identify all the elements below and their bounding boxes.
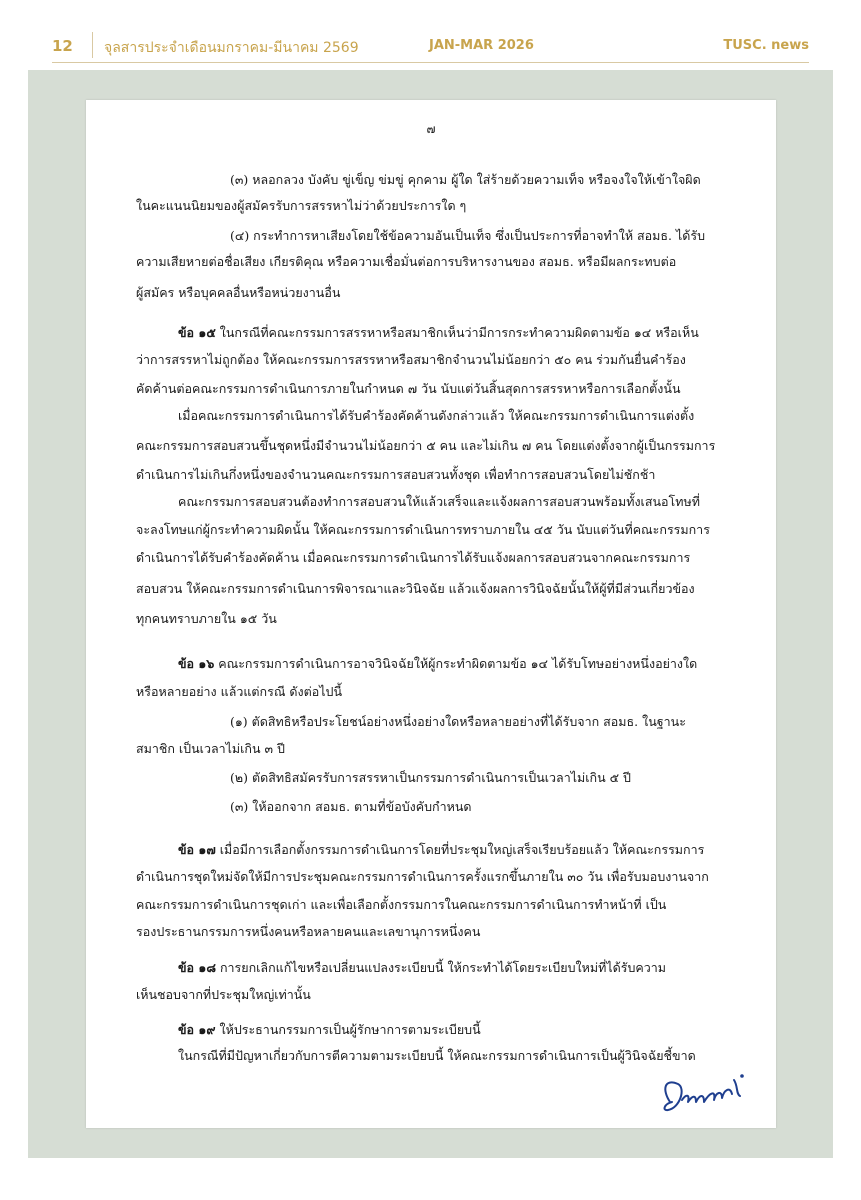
document-line: ข้อ ๑๕ ในกรณีที่คณะกรรมการสรรหาหรือสมาชิกเห็นว่ามีการกระทำความผิดตามข้อ ๑๔ หรือเห็น: [178, 325, 699, 340]
document-page: [86, 100, 776, 1128]
document-line: เห็นชอบจากที่ประชุมใหญ่เท่านั้น: [136, 987, 311, 1002]
document-page-marker: ๗: [426, 122, 436, 136]
document-line: (๑) ตัดสิทธิหรือประโยชน์อย่างหนึ่งอย่างใดหรือหลายอย่างที่ได้รับจาก สอมธ. ในฐานะ: [230, 714, 686, 729]
clause-number: ข้อ ๑๘: [178, 960, 216, 975]
document-line: รองประธานกรรมการหนึ่งคนหรือหลายคนและเลขานุการหนึ่งคน: [136, 924, 481, 939]
document-line: (๔) กระทำการหาเสียงโดยใช้ข้อความอันเป็นเท็จ ซึ่งเป็นประการที่อาจทำให้ สอมธ. ได้รับ: [230, 228, 706, 243]
document-line: คัดค้านต่อคณะกรรมการดำเนินการภายในกำหนด ๗ วัน นับแต่วันสิ้นสุดการสรรหาหรือการเลือกตั้งนั้น: [136, 381, 681, 396]
document-line: ดำเนินการได้รับคำร้องคัดค้าน เมื่อคณะกรรมการดำเนินการได้รับแจ้งผลการสอบสวนจากคณะกรรมการ: [136, 550, 691, 565]
document-line: ข้อ ๑๗ เมื่อมีการเลือกตั้งกรรมการดำเนินการโดยที่ประชุมใหญ่เสร็จเรียบร้อยแล้ว ให้คณะกรรมการ: [178, 842, 705, 857]
document-line: ข้อ ๑๖ คณะกรรมการดำเนินการอาจวินิจฉัยให้ผู้กระทำผิดตามข้อ ๑๔ ได้รับโทษอย่างหนึ่งอย่างใด: [178, 656, 698, 671]
document-line: สมาชิก เป็นเวลาไม่เกิน ๓ ปี: [136, 741, 285, 756]
document-line: ในกรณีที่มีปัญหาเกี่ยวกับการตีความตามระเบียบนี้ ให้คณะกรรมการดำเนินการเป็นผู้วินิจฉัยชี้ขาด: [178, 1048, 696, 1063]
document-line: หรือหลายอย่าง แล้วแต่กรณี ดังต่อไปนี้: [136, 684, 343, 699]
clause-number: ข้อ ๑๕: [178, 325, 216, 340]
document-line: เมื่อคณะกรรมการดำเนินการได้รับคำร้องคัดค้านดังกล่าวแล้ว ให้คณะกรรมการดำเนินการแต่งตั้ง: [178, 408, 695, 423]
document-line: สอบสวน ให้คณะกรรมการดำเนินการพิจารณาและวินิจฉัย แล้วแจ้งผลการวินิจฉัยนั้นให้ผู้ที่มีส่วนเกี่ยวข้อง: [136, 581, 695, 596]
document-line: คณะกรรมการสอบสวนต้องทำการสอบสวนให้แล้วเสร็จและแจ้งผลการสอบสวนพร้อมทั้งเสนอโทษที่: [178, 494, 700, 509]
document-line: ในคะแนนนิยมของผู้สมัครรับการสรรหาไม่ว่าด้วยประการใด ๆ: [136, 198, 467, 213]
document-line: ข้อ ๑๙ ให้ประธานกรรมการเป็นผู้รักษาการตามระเบียบนี้: [178, 1022, 481, 1037]
document-line: ดำเนินการไม่เกินกึ่งหนึ่งของจำนวนคณะกรรมการสอบสวนทั้งชุด เพื่อทำการสอบสวนโดยไม่ชักช้า: [136, 467, 656, 482]
document-line: ดำเนินการชุดใหม่จัดให้มีการประชุมคณะกรรมการดำเนินการครั้งแรกขึ้นภายใน ๓๐ วัน เพื่อรับมอบงานจาก: [136, 869, 709, 884]
clause-number: ข้อ ๑๙: [178, 1022, 216, 1037]
document-line: (๒) ตัดสิทธิสมัครรับการสรรหาเป็นกรรมการดำเนินการเป็นเวลาไม่เกิน ๕ ปี: [230, 770, 631, 785]
document-line: (๓) ให้ออกจาก สอมธ. ตามที่ข้อบังคับกำหนด: [230, 799, 472, 814]
document-line: ความเสียหายต่อชื่อเสียง เกียรติคุณ หรือความเชื่อมั่นต่อการบริหารงานของ สอมธ. หรือมีผลกระทบต่อ: [136, 254, 677, 269]
page-number: 12: [52, 37, 73, 55]
document-line: ผู้สมัคร หรือบุคคลอื่นหรือหน่วยงานอื่น: [136, 285, 341, 300]
clause-number: ข้อ ๑๗: [178, 842, 216, 857]
document-line: คณะกรรมการสอบสวนขึ้นชุดหนึ่งมีจำนวนไม่น้อยกว่า ๕ คน และไม่เกิน ๗ คน โดยแต่งตั้งจากผู้เป็นกรรมการ: [136, 438, 716, 453]
site-name: TUSC. news: [723, 38, 809, 53]
document-line: คณะกรรมการดำเนินการชุดเก่า และเพื่อเลือกตั้งกรรมการในคณะกรรมการดำเนินการทำหน้าที่ เป็น: [136, 897, 667, 912]
document-line: (๓) หลอกลวง บังคับ ขู่เข็ญ ข่มขู่ คุกคาม ผู้ใด ใส่ร้ายด้วยความเท็จ หรือจงใจให้เข้าใจผิด: [230, 172, 701, 187]
publication-title: จุลสารประจำเดือนมกราคม-มีนาคม 2569: [104, 40, 359, 56]
document-line: ทุกคนทราบภายใน ๑๕ วัน: [136, 611, 277, 626]
issue-period: JAN-MAR 2026: [429, 38, 534, 53]
clause-number: ข้อ ๑๖: [178, 656, 215, 671]
document-line: จะลงโทษแก่ผู้กระทำความผิดนั้น ให้คณะกรรมการดำเนินการทราบภายใน ๔๕ วัน นับแต่วันที่คณะกรรมการ: [136, 522, 710, 537]
header-divider: [92, 32, 93, 58]
document-line: ว่าการสรรหาไม่ถูกต้อง ให้คณะกรรมการสรรหาหรือสมาชิกจำนวนไม่น้อยกว่า ๕๐ คน ร่วมกันยื่นคำร้อง: [136, 352, 686, 367]
document-line: ข้อ ๑๘ การยกเลิกแก้ไขหรือเปลี่ยนแปลงระเบียบนี้ ให้กระทำได้โดยระเบียบใหม่ที่ได้รับความ: [178, 960, 667, 975]
page-header: [52, 30, 809, 63]
signature-icon: [656, 1060, 766, 1120]
